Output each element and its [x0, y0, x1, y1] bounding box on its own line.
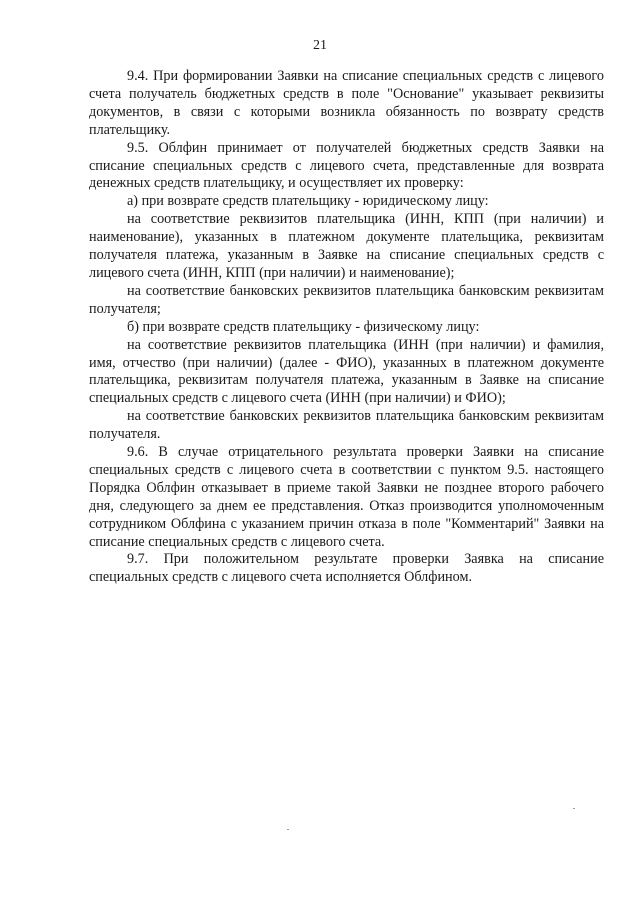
page-number: 21	[313, 38, 327, 53]
paragraph-9-5-b-check-bank: на соответствие банковских реквизитов плательщика банковским реквизитам получателя.	[89, 408, 604, 443]
paragraph-9-5-a-check-bank: на соответствие банковских реквизитов плательщика банковским реквизитам получателя;	[89, 282, 604, 317]
scan-speck	[573, 808, 575, 809]
paragraph-9-7: 9.7. При положительном результате проверки Заявка на списание специальных средств с лицевого счета исполняется Облфином.	[89, 551, 604, 586]
paragraph-9-5-a-check-requisites: на соответствие реквизитов плательщика (ИНН, КПП (при наличии) и наименование), указанных в платежном документе плательщика, реквизитам получателя платежа, указанным в Заявке на списание специальных средств с лицевого счета (ИНН, КПП (при наличии) и наименование);	[89, 211, 604, 281]
paragraph-9-5-b-heading: б) при возврате средств плательщику - физическому лицу:	[127, 318, 480, 335]
document-body	[89, 68, 604, 587]
scan-speck	[287, 829, 289, 830]
paragraph-9-5: 9.5. Облфин принимает от получателей бюджетных средств Заявки на списание специальных средств с лицевого счета, представленные для возврата денежных средств плательщику, и осуществляет их проверку:	[89, 139, 604, 192]
paragraph-9-5-a-heading: а) при возврате средств плательщику - юридическому лицу:	[127, 193, 489, 210]
paragraph-9-5-b-check-requisites: на соответствие реквизитов плательщика (ИНН (при наличии) и фамилия, имя, отчество (при наличии) (далее - ФИО), указанных в платежном документе плательщика, реквизитам получателя платежа, указанным в Заявке на списание специальных средств с лицевого счета (ИНН (при наличии) и ФИО);	[89, 336, 604, 407]
paragraph-9-6: 9.6. В случае отрицательного результата проверки Заявки на списание специальных средств с лицевого счета в соответствии с пунктом 9.5. настоящего Порядка Облфин отказывает в приеме такой Заявки не позднее второго рабочего дня, следующего за днем ее представления. Отказ производится уполномоченным сотрудником Облфина с указанием причин отказа в поле "Комментарий" Заявки на списание специальных средств с лицевого счета.	[89, 444, 604, 550]
paragraph-9-4: 9.4. При формировании Заявки на списание специальных средств с лицевого счета получатель бюджетных средств в поле "Основание" указывает реквизиты документов, в связи с которыми возникла обязанность по возврату средств плательщику.	[89, 68, 604, 138]
